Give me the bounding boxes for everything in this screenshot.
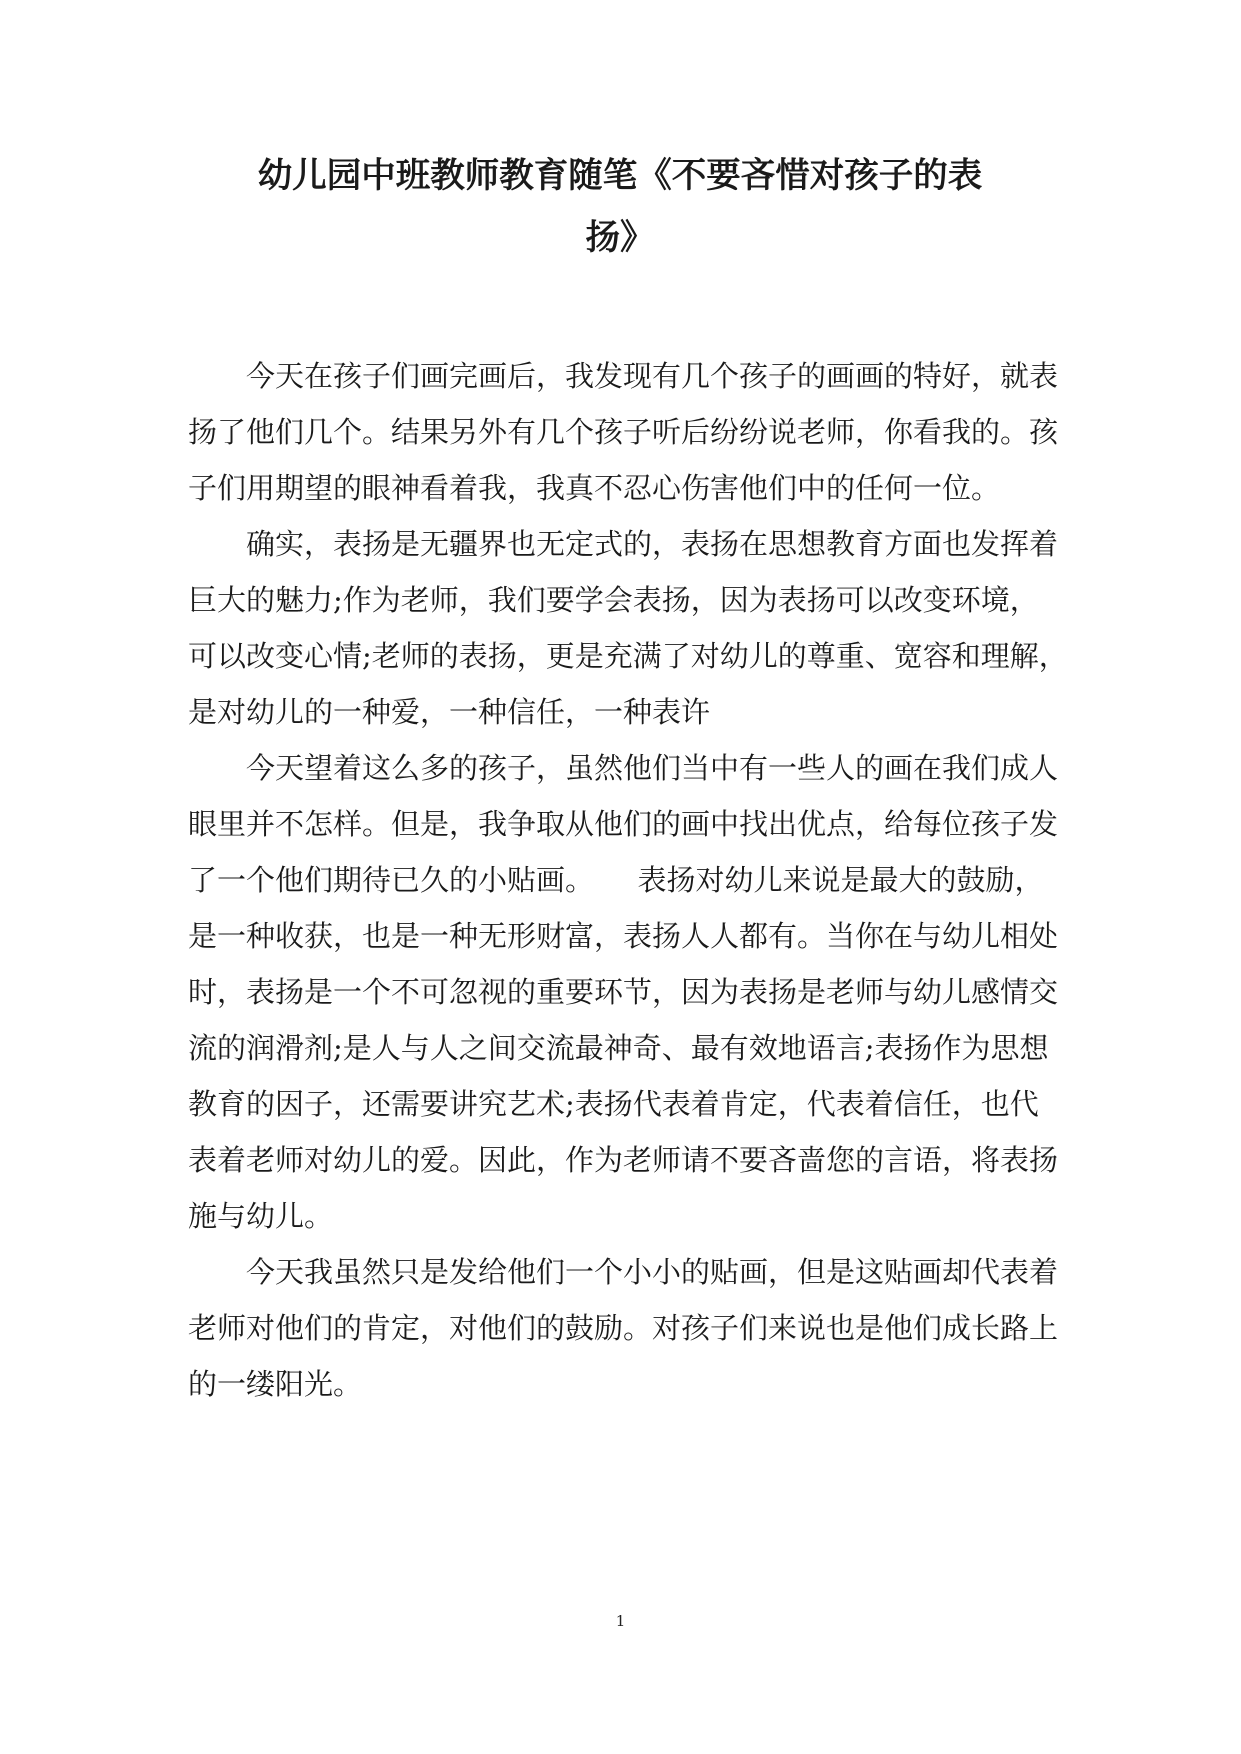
paragraph-line: 子们用期望的眼神看着我，我真不忍心伤害他们中的任何一位。 [188, 471, 1001, 505]
paragraph-line: 教育的因子，还需要讲究艺术;表扬代表着肯定，代表着信任，也代 [188, 1087, 1039, 1121]
paragraph-2 [188, 516, 1068, 740]
paragraph-line: 时，表扬是一个不可忽视的重要环节，因为表扬是老师与幼儿感情交 [188, 975, 1059, 1009]
paragraph-line: 是对幼儿的一种爱，一种信任，一种表许 [188, 695, 711, 729]
paragraph-1 [188, 348, 1058, 516]
paragraph-line: 是一种收获，也是一种无形财富，表扬人人都有。当你在与幼儿相处 [188, 919, 1059, 953]
document-title [185, 145, 1055, 269]
paragraph-line: 扬了他们几个。结果另外有几个孩子听后纷纷说老师，你看我的。孩 [188, 415, 1059, 449]
paragraph-line: 今天在孩子们画完画后，我发现有几个孩子的画画的特好，就表 [188, 359, 1059, 393]
title-line-2: 扬》 [585, 218, 655, 258]
paragraph-line: 今天望着这么多的孩子，虽然他们当中有一些人的画在我们成人 [188, 751, 1059, 785]
paragraph-line: 的一缕阳光。 [188, 1367, 363, 1401]
paragraph-line: 了一个他们期待已久的小贴画。 表扬对幼儿来说是最大的鼓励， [188, 863, 1044, 897]
paragraph-line: 巨大的魅力;作为老师，我们要学会表扬，因为表扬可以改变环境， [188, 583, 1039, 617]
title-line-1: 幼儿园中班教师教育随笔《不要吝惜对孩子的表 [257, 156, 983, 196]
page-number: 1 [615, 1612, 626, 1630]
paragraph-line: 眼里并不怎样。但是，我争取从他们的画中找出优点，给每位孩子发 [188, 807, 1059, 841]
paragraph-line: 可以改变心情;老师的表扬，更是充满了对幼儿的尊重、宽容和理解， [188, 639, 1068, 673]
paragraph-4 [188, 1244, 1058, 1412]
paragraph-line: 表着老师对幼儿的爱。因此，作为老师请不要吝啬您的言语，将表扬 [188, 1143, 1059, 1177]
paragraph-line: 今天我虽然只是发给他们一个小小的贴画，但是这贴画却代表着 [188, 1255, 1059, 1289]
paragraph-line: 施与幼儿。 [188, 1199, 334, 1233]
document-body [188, 348, 1068, 1412]
paragraph-line: 流的润滑剂;是人与人之间交流最神奇、最有效地语言;表扬作为思想 [188, 1031, 1049, 1065]
paragraph-3 [188, 740, 1058, 1244]
paragraph-line: 老师对他们的肯定，对他们的鼓励。对孩子们来说也是他们成长路上 [188, 1311, 1059, 1345]
paragraph-line: 确实，表扬是无疆界也无定式的，表扬在思想教育方面也发挥着 [188, 527, 1059, 561]
